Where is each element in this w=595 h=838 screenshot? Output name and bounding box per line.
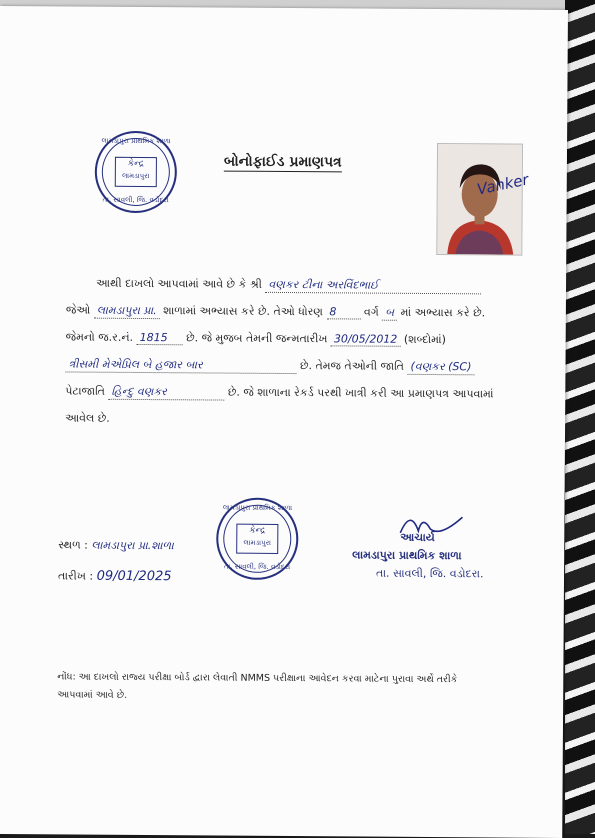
stamp-ring-text-2: લામડાપુરા પ્રાથમિક શાળા bbox=[222, 503, 293, 513]
stamp-center-2 bbox=[236, 524, 278, 554]
body-line-5 bbox=[65, 384, 493, 402]
subcaste-value: હિન્દુ વણકર bbox=[108, 385, 224, 401]
line4-mid: છે. તેમજ તેઓની જાતિ bbox=[299, 359, 405, 373]
note-line-2: આપવામાં આવે છે. bbox=[57, 689, 128, 701]
line6-text: આવેલ છે. bbox=[65, 411, 110, 425]
stamp-center-top: કેન્દ્ર bbox=[127, 158, 145, 170]
gr-number: 1815 bbox=[137, 331, 183, 345]
stamp-center-top-2: કેન્દ્ર bbox=[249, 525, 266, 536]
principal-title: આચાર્ય bbox=[400, 530, 435, 545]
line5-suffix: છે. જે શાળાના રેકર્ડ પરથી ખાત્રી કરી આ પ્રમાણપત્ર આપવામાં bbox=[227, 385, 494, 401]
line3-prefix: જેમનો જ.ર.નં. bbox=[65, 330, 134, 344]
place-value: લામડાપુરા પ્રા.શાળા bbox=[91, 538, 174, 553]
line2-mid: શાળામાં અભ્યાસ કરે છે. તેઓ ધોરણ bbox=[163, 304, 323, 319]
date-label: તારીખ : bbox=[57, 569, 94, 583]
certificate-title bbox=[224, 154, 342, 173]
body-line-4 bbox=[65, 357, 474, 375]
date-value: 09/01/2025 bbox=[96, 568, 172, 585]
body-line-1 bbox=[96, 277, 481, 295]
background-right bbox=[565, 0, 595, 834]
principal-school: લામડાપુરા પ્રાથમિક શાળા bbox=[352, 548, 462, 563]
title-text: બોનોફાઈડ પ્રમાણપત્ર bbox=[223, 153, 342, 171]
student-name: વણકર ટીના અરવિંદભાઈ bbox=[265, 278, 481, 295]
school-stamp-bottom bbox=[216, 498, 299, 581]
caste-value: (વણકર (SC) bbox=[407, 360, 474, 375]
school-name: લામડાપુરા પ્રા. bbox=[94, 304, 160, 319]
certificate-paper bbox=[0, 6, 568, 838]
body-line-6 bbox=[65, 411, 110, 425]
stamp-center-bottom-2: લામડાપુરા bbox=[243, 538, 271, 547]
student-photo bbox=[436, 143, 523, 256]
birth-date: 30/05/2012 bbox=[331, 332, 401, 346]
line2-prefix: જેઓ bbox=[65, 303, 91, 317]
place-row bbox=[58, 538, 174, 553]
division-value: બ bbox=[382, 306, 397, 321]
stamp-ring-bottom: તા. સાવલી, જિ. વડોદરા bbox=[102, 195, 169, 205]
stamp-center bbox=[115, 157, 157, 187]
place-label: સ્થળ : bbox=[58, 538, 88, 552]
stamp-ring-text: લામડાપુરા પ્રાથમિક શાળા bbox=[101, 136, 171, 146]
stamp-center-bottom: લામડાપુરા bbox=[122, 171, 150, 181]
line2-class-label: વર્ગ bbox=[363, 305, 379, 319]
photo-signature: Vanker bbox=[475, 170, 531, 199]
school-stamp-top bbox=[95, 131, 178, 214]
line5-prefix: પેટાજાતિ bbox=[65, 384, 105, 398]
birth-date-words: ત્રીસમી મેએપ્રિલ બે હજાર બાર bbox=[65, 357, 296, 374]
line1-prefix: આથી દાખલો આપવામાં આવે છે કે શ્રી bbox=[96, 276, 262, 291]
body-line-2 bbox=[66, 303, 485, 321]
line2-suffix: માં અભ્યાસ કરે છે. bbox=[400, 305, 486, 320]
date-row bbox=[58, 568, 172, 584]
line3-mid: છે. જે મુજબ તેમની જન્મતારીખ bbox=[186, 331, 328, 346]
standard-value: 8 bbox=[326, 305, 360, 319]
note-line-1: નોંધ: આ દાખલો રાજ્ય પરીક્ષા બોર્ડ દ્વારા લેવાતી NMMS પરીક્ષાના આવેદન કરવા માટેના પુરાવા અર્થે તરીકે bbox=[57, 671, 458, 686]
stamp-ring-bottom-2: તા. સાવલી, જિ. વડોદરા bbox=[223, 562, 291, 572]
body-line-3 bbox=[66, 330, 446, 347]
principal-address: તા. સાવલી, જિ. વડોદરા. bbox=[376, 566, 484, 581]
line3-suffix: (શબ્દોમાં) bbox=[403, 332, 446, 347]
footer-note bbox=[57, 668, 527, 707]
